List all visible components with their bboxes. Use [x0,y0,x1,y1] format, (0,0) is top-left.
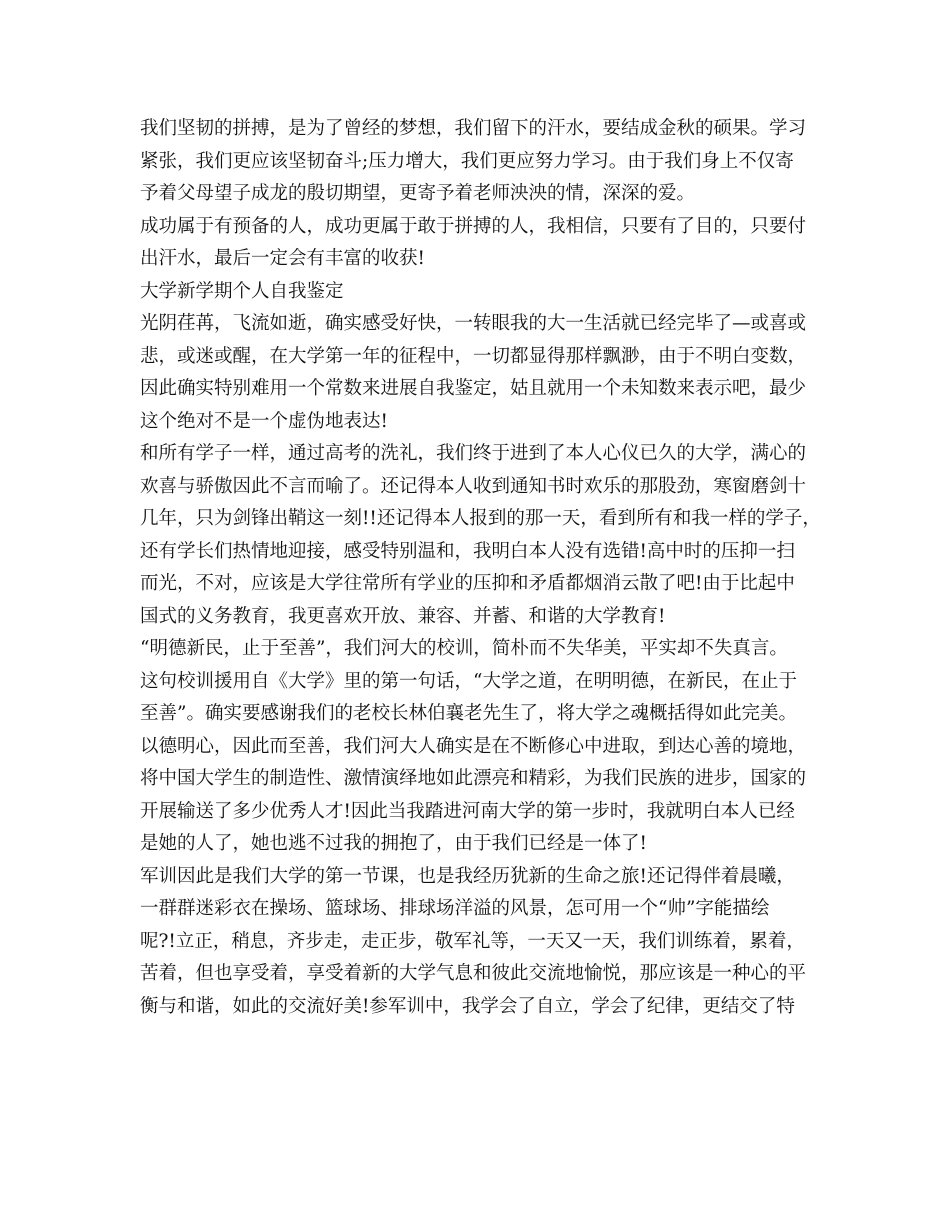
text-line: 这句校训援用自《大学》里的第一句话，“大学之道，在明明德，在新民，在止于 [140,670,797,692]
text-line: 将中国大学生的制造性、激情演绎地如此漂亮和精彩，为我们民族的进步，国家的 [140,768,807,789]
text-line: 衡与和谐，如此的交流好美!参军训中，我学会了自立，学会了纪律，更结交了特 [140,995,795,1017]
text-line: 出汗水，最后一定会有丰富的收获! [140,248,425,269]
text-line: 而光，不对，应该是大学往常所有学业的压抑和矛盾都烟消云散了吧!由于比起中 [140,573,795,594]
document-body [140,113,820,1023]
text-line: 军训因此是我们大学的第一节课，也是我经历犹新的生命之旅!还记得伴着晨曦， [140,865,795,887]
text-line: 光阴荏苒，飞流如逝，确实感受好快，一转眼我的大一生活就已经完毕了—或喜或 [140,313,807,334]
text-line: “明德新民，止于至善”，我们河大的校训，简朴而不失华美，平实却不失真言。 [140,638,788,659]
text-line: 欢喜与骄傲因此不言而喻了。还记得本人收到通知书时欢乐的那股劲，寒窗磨剑十 [140,475,807,497]
text-line: 予着父母望子成龙的殷切期望，更寄予着老师泱泱的情，深深的爱。 [140,183,696,204]
text-line: 几年，只为剑锋出鞘这一刻!!还记得本人报到的那一天，看到所有和我一样的学子， [140,508,821,529]
text-line: 还有学长们热情地迎接，感受特别温和，我明白本人没有选错!高中时的压抑一扫 [140,540,795,562]
text-line: 悲，或迷或醒，在大学第一年的征程中，一切都显得那样飘渺，由于不明白变数， [140,345,807,367]
text-line: 国式的义务教育，我更喜欢开放、兼容、并蓄、和谐的大学教育! [140,605,666,627]
text-line: 以德明心，因此而至善，我们河大人确实是在不断修心中进取，到达心善的境地， [140,735,807,757]
text-line: 这个绝对不是一个虚伪地表达! [140,410,388,432]
text-line: 因此确实特别难用一个常数来进展自我鉴定，姑且就用一个未知数来表示吧，最少 [140,378,807,399]
text-line: 成功属于有预备的人，成功更属于敢于拼搏的人，我相信，只要有了目的，只要付 [140,215,807,237]
text-line: 至善”。确实要感谢我们的老校长林伯襄老先生了，将大学之魂概括得如此完美。 [140,703,797,724]
text-line: 是她的人了，她也逃不过我的拥抱了，由于我们已经是一体了! [140,833,647,854]
text-line: 苦着，但也享受着，享受着新的大学气息和彼此交流地愉悦，那应该是一种心的平 [140,963,807,984]
text-line: 紧张，我们更应该坚韧奋斗;压力增大，我们更应努力学习。由于我们身上不仅寄 [140,150,794,172]
text-line: 开展输送了多少优秀人才!因此当我踏进河南大学的第一步时，我就明白本人已经 [140,800,795,822]
section-heading: 大学新学期个人自我鉴定 [140,280,344,302]
text-line: 一群群迷彩衣在操场、篮球场、排球场洋溢的风景，怎可用一个“帅”字能描绘 [140,898,770,919]
text-line: 呢?!立正，稍息，齐步走，走正步，敬军礼等，一天又一天，我们训练着，累着， [140,930,805,952]
text-line: 我们坚韧的拼搏，是为了曾经的梦想，我们留下的汗水，要结成金秋的硕果。学习 [140,118,807,139]
text-line: 和所有学子一样，通过高考的洗礼，我们终于进到了本人心仪已久的大学，满心的 [140,443,807,464]
